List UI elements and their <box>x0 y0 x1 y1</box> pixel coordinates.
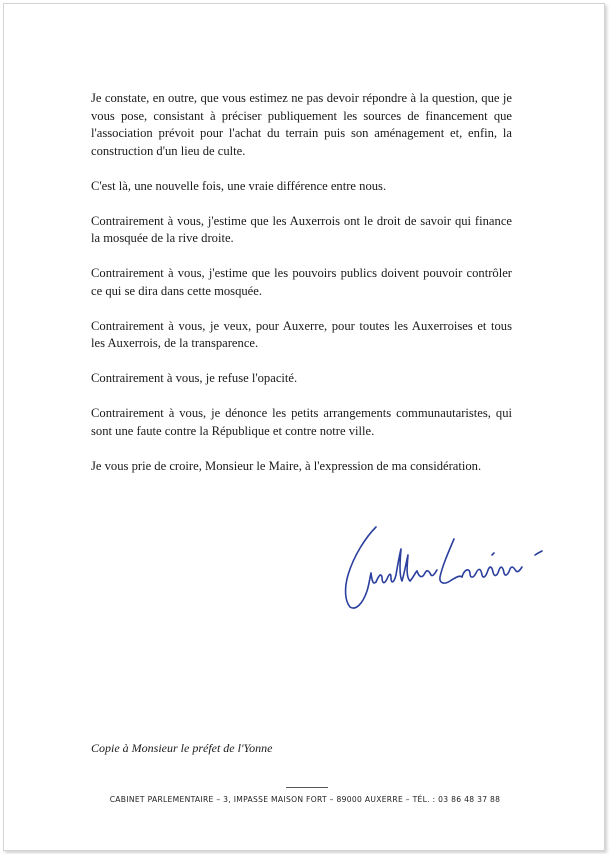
paragraph-transparency: Contrairement à vous, je veux, pour Auxerre, pour toutes les Auxerroises et tous les Auxerrois, de la transparence. <box>91 318 512 350</box>
paragraph-difference: C'est là, une nouvelle fois, une vraie différence entre nous. <box>91 178 387 193</box>
footer-divider <box>286 787 328 788</box>
paragraph-closing: Je vous prie de croire, Monsieur le Maire, à l'expression de ma considération. <box>91 458 482 473</box>
paragraph-opacity: Contrairement à vous, je refuse l'opacité. <box>91 371 298 385</box>
paragraph-financing-question: Je constate, en outre, que vous estimez ne pas devoir répondre à la question, que je vous pose, consistant à préciser publiquement les sources de financement que l'association prévoit pour l'achat du terrain puis son aménagement et, enfin, la construction d'un lieu de culte. <box>91 91 512 158</box>
handwritten-signature <box>336 515 556 620</box>
paragraph-arrangements: Contrairement à vous, je dénonce les petits arrangements communautaristes, qui sont une faute contre la République et contre notre ville. <box>91 406 512 438</box>
copy-recipient-note: Copie à Monsieur le préfet de l'Yonne <box>91 741 273 755</box>
paragraph-public-control: Contrairement à vous, j'estime que les pouvoirs publics doivent pouvoir contrôler ce qui se dira dans cette mosquée. <box>91 266 512 298</box>
paragraph-right-to-know: Contrairement à vous, j'estime que les Auxerrois ont le droit de savoir qui finance la mosquée de la rive droite. <box>91 213 512 245</box>
letter-body <box>91 90 512 493</box>
office-address-footer: CABINET PARLEMENTAIRE – 3, IMPASSE MAISON FORT – 89000 AUXERRE – TÉL. : 03 86 48 37 88 <box>109 795 501 804</box>
